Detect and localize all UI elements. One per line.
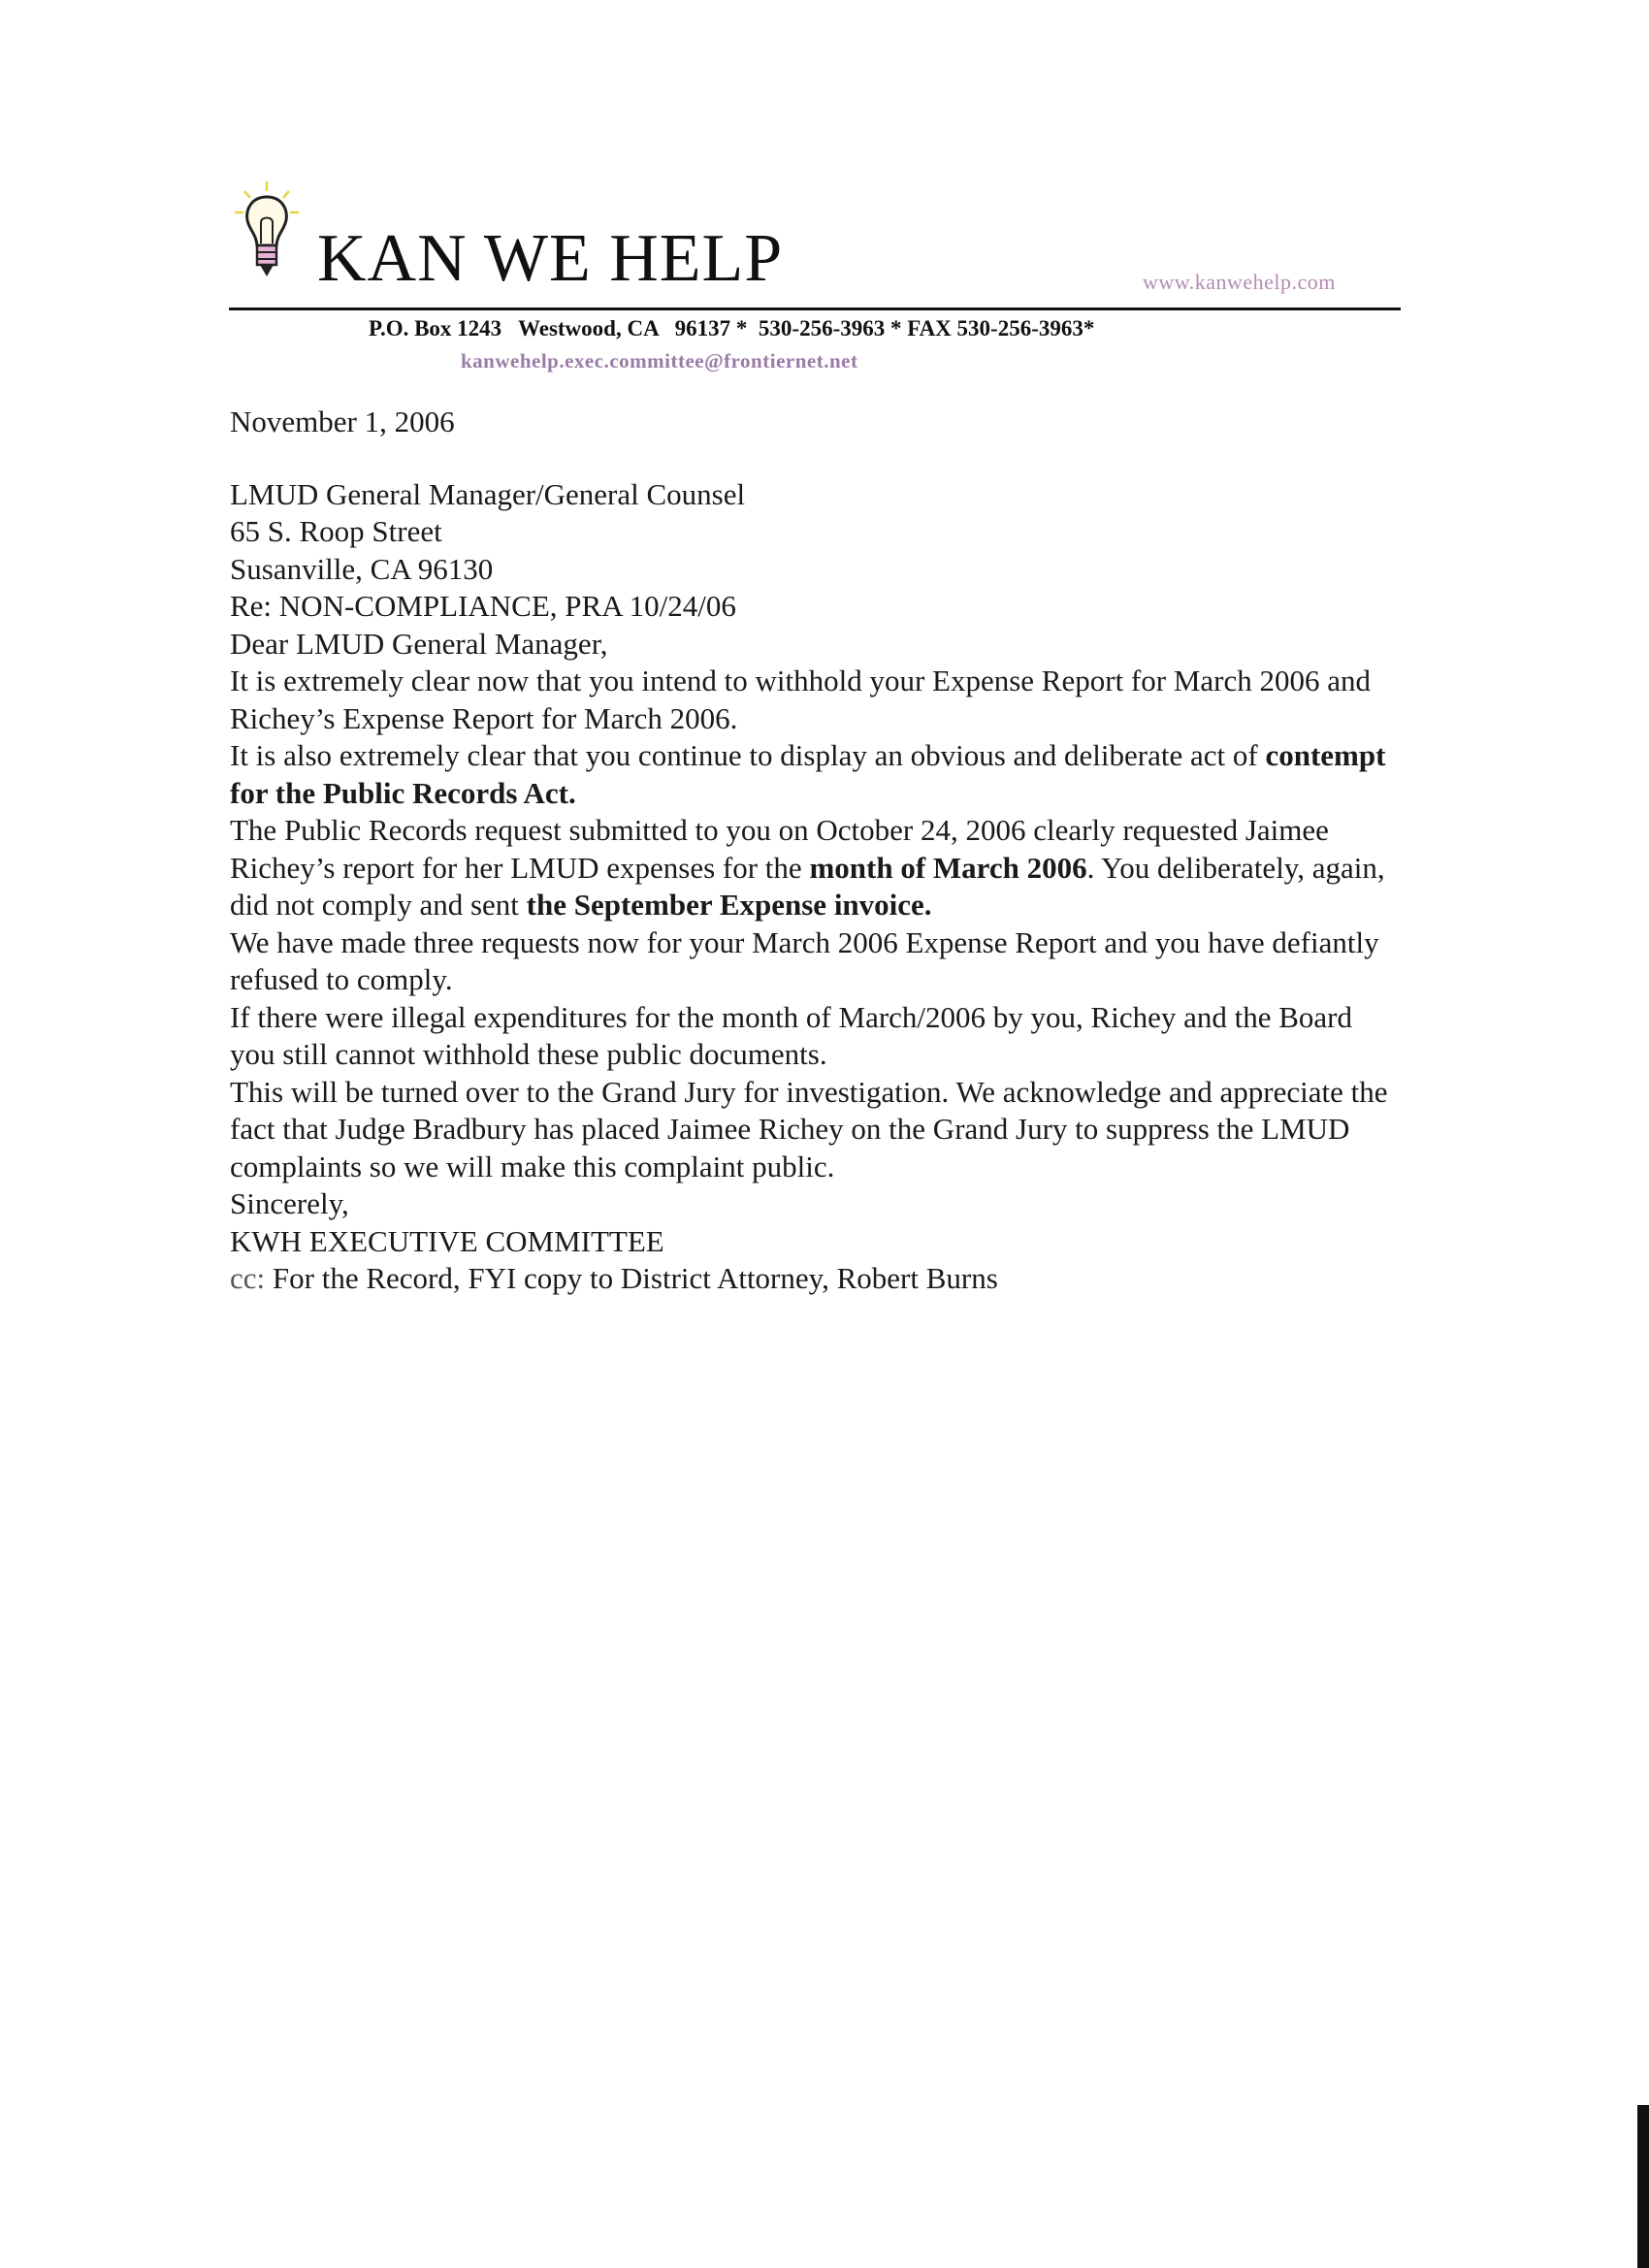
paragraph-5: If there were illegal expenditures for the month of March/2006 by you, Richey and the Board you still cannot withhold these public documents. [230, 999, 1352, 1071]
letterhead-divider [229, 308, 1401, 310]
cc-text: For the Record, FYI copy to District Attorney, Robert Burns [272, 1261, 998, 1295]
recipient-line: 65 S. Roop Street [230, 514, 442, 548]
recipient-line: Susanville, CA 96130 [230, 551, 494, 586]
letter-date: November 1, 2006 [230, 405, 455, 438]
paragraph-3-text-cont: . You deliberately, again, did not comply and sent [230, 850, 1385, 922]
salutation: Dear LMUD General Manager, [230, 626, 608, 661]
org-name: KAN WE HELP [317, 221, 784, 296]
paragraph-3-emphasis-month: month of March 2006 [809, 850, 1087, 885]
letter-body [230, 404, 1394, 1298]
paragraph-6: This will be turned over to the Grand Jury for investigation. We acknowledge and appreciate the fact that Judge Bradbury has placed Jaimee Richey on the Grand Jury to suppress the LMUD complaints so we will make this complaint public. [230, 1074, 1388, 1183]
website-link[interactable]: www.kanwehelp.com [1143, 270, 1336, 294]
paragraph-1: It is extremely clear now that you intend to withhold your Expense Report for March 2006 and Richey’s Expense Report for March 2006. [230, 664, 1371, 735]
paragraph-2 [230, 737, 1394, 812]
recipient-block [230, 476, 1394, 589]
signatory: KWH EXECUTIVE COMMITTEE [230, 1223, 664, 1258]
scan-edge-artifact [1637, 2105, 1649, 2268]
paragraph-4: We have made three requests now for your March 2006 Expense Report and you have defiantly refused to comply. [230, 924, 1379, 996]
address-line: P.O. Box 1243 Westwood, CA 96137 * 530-256-3963 * FAX 530-256-3963* [369, 316, 1095, 340]
cc-label: cc: [230, 1261, 266, 1295]
paragraph-2-emphasis: contempt for the Public Records Act. [230, 738, 1386, 810]
email-link[interactable]: kanwehelp.exec.committee@frontiernet.net [461, 349, 858, 373]
paragraph-3-text: The Public Records request submitted to you on October 24, 2006 clearly requested Jaimee Richey’s report for her LMUD expenses for the [230, 813, 1329, 885]
subject-line: Re: NON-COMPLIANCE, PRA 10/24/06 [230, 589, 736, 623]
recipient-line: LMUD General Manager/General Counsel [230, 476, 746, 511]
cc-line [230, 1260, 1394, 1298]
paragraph-3 [230, 812, 1394, 924]
paragraph-3-emphasis-invoice: the September Expense invoice. [526, 888, 932, 922]
signoff: Sincerely, [230, 1186, 349, 1220]
lightbulb-icon [233, 179, 301, 286]
paragraph-2-text: It is also extremely clear that you continue to display an obvious and deliberate act of [230, 738, 1266, 772]
